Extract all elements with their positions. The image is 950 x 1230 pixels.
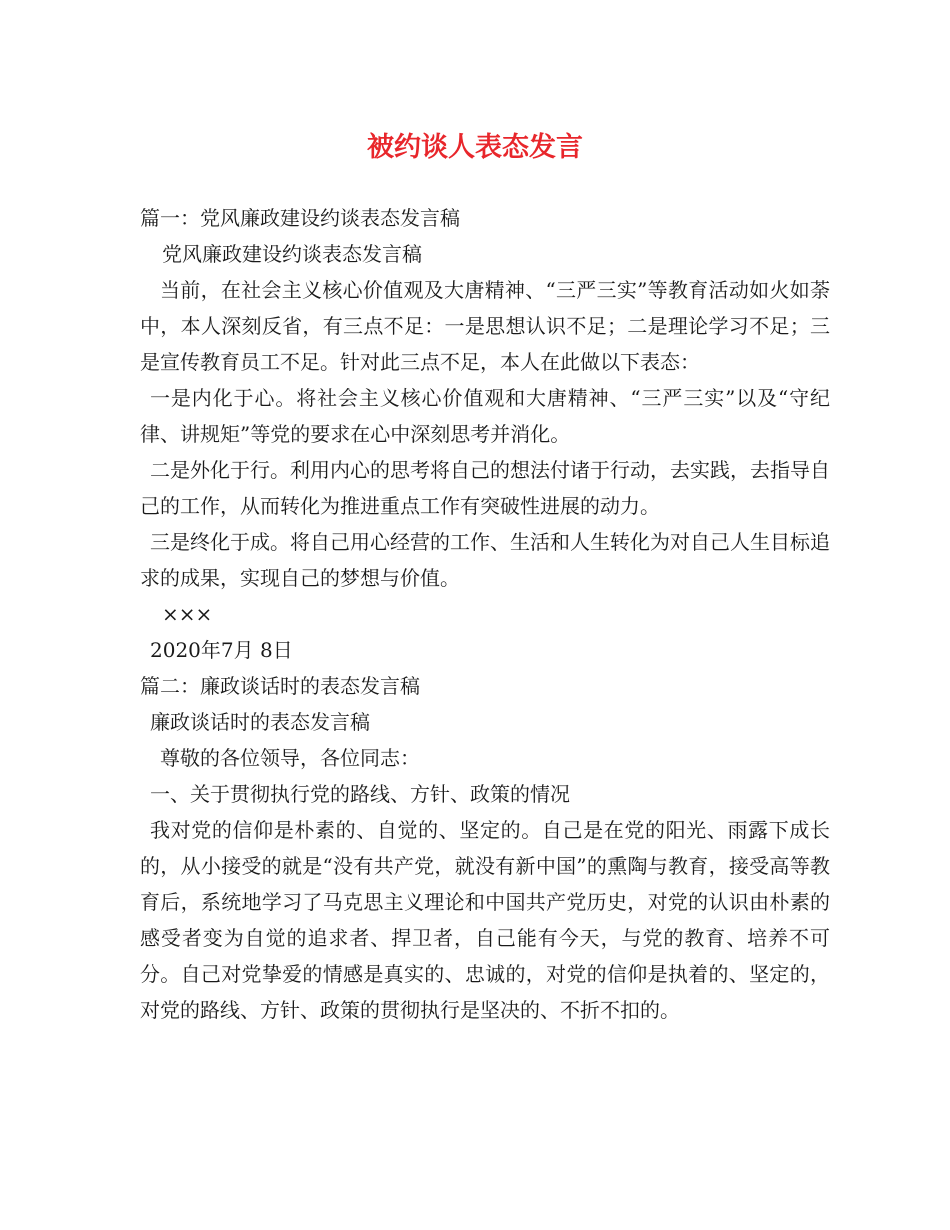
salutation: 尊敬的各位领导，各位同志： [160, 746, 420, 770]
section-heading-2: 篇二：廉政谈话时的表态发言稿 [140, 674, 420, 698]
paragraph: 二是外化于行。利用内心的思考将自己的想法付诸于行动，去实践，去指导自己的工作，从而转化为推进重点工作有突破性进展的动力。 [140, 458, 830, 518]
paragraph: 我对党的信仰是朴素的、自觉的、坚定的。自己是在党的阳光、雨露下成长的，从小接受的就是“没有共产党，就没有新中国”的熏陶与教育，接受高等教育后，系统地学习了马克思主义理论和中国共产党历史，对党的认识由朴素的感受者变为自觉的追求者、捍卫者，自己能有今天，与党的教育、培养不可分。自己对党挚爱的情感是真实的、忠诚的，对党的信仰是执着的、坚定的，对党的路线、方针、政策的贯彻执行是坚决的、不折不扣的。 [140, 818, 830, 1022]
document-body [140, 200, 830, 1028]
document-title: 被约谈人表态发言 [367, 132, 583, 163]
section-heading-1: 篇一：党风廉政建设约谈表态发言稿 [140, 206, 460, 230]
section-subtitle-1: 党风廉政建设约谈表态发言稿 [162, 242, 422, 266]
paragraph: 三是终化于成。将自己用心经营的工作、生活和人生转化为对自己人生目标追求的成果，实现自己的梦想与价值。 [140, 530, 830, 590]
paragraph: 一是内化于心。将社会主义核心价值观和大唐精神、“三严三实”以及“守纪律、讲规矩”等党的要求在心中深刻思考并消化。 [140, 386, 830, 446]
signature: ××× [162, 602, 213, 626]
section-subtitle-2: 廉政谈话时的表态发言稿 [150, 710, 370, 734]
subsection-heading: 一、关于贯彻执行党的路线、方针、政策的情况 [150, 782, 570, 806]
date: 2020年7月 8日 [150, 638, 293, 662]
paragraph: 当前，在社会主义核心价值观及大唐精神、“三严三实”等教育活动如火如荼中，本人深刻反省，有三点不足：一是思想认识不足；二是理论学习不足；三是宣传教育员工不足。针对此三点不足，本人在此做以下表态： [140, 278, 830, 374]
